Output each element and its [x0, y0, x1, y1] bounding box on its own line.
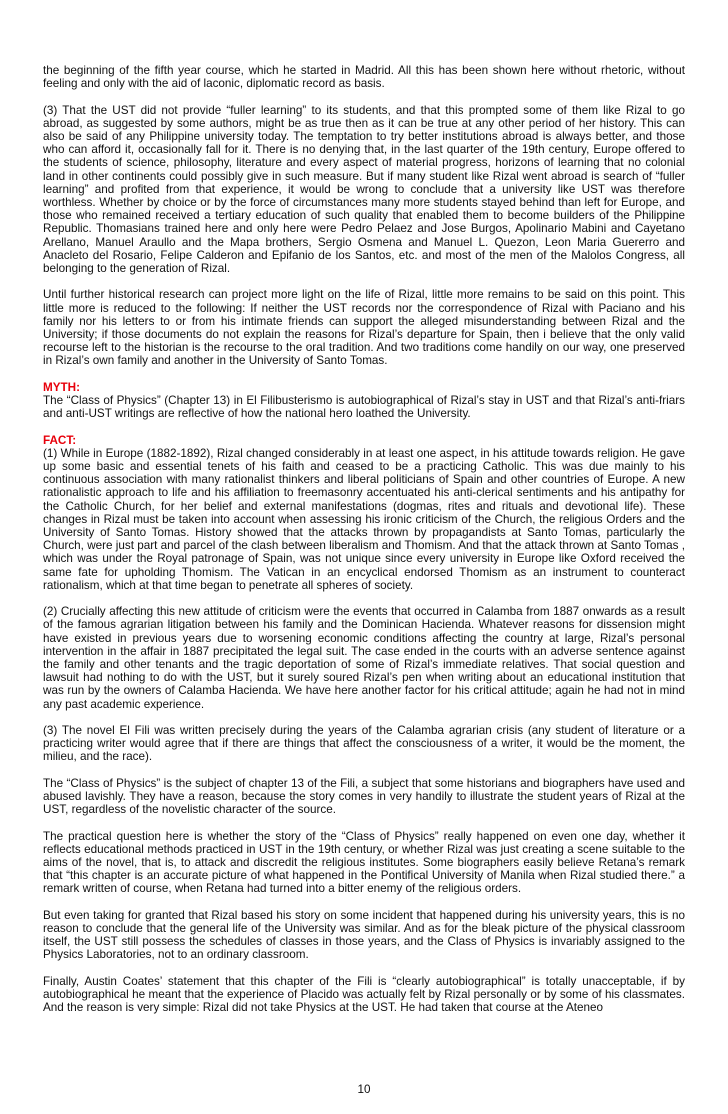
fact-paragraph-el-fili: (3) The novel El Fili was written precisely during the years of the Calamba agrarian crisis (any student of literature or a practicing writer would agree that if there are things that affect the consciousness of a writer, it would be the moment, the milieu, and the race). [43, 724, 685, 764]
fact-label: FACT: [43, 433, 77, 447]
fact-paragraph-calamba: (2) Crucially affecting this new attitude of criticism were the events that occurred in Calamba from 1887 onwards as a result of the famous agrarian litigation between his family and the Dominican Hacienda. Whatever reasons for dissension might have existed in previous years due to worsening economic conditions affecting the country at large, Rizal’s personal intervention in the affair in 1887 precipitated the legal suit. The case ended in the courts with an adverse sentence against the family and other tenants and the tragic deportation of some of Rizal’s immediate relatives. That social question and lawsuit had nothing to do with the UST, but it surely soured Rizal’s pen when writing about an educational institution that was run by the owners of Calamba Hacienda. We have here another factor for his critical attitude; again he had not in mind any past academic experience. [43, 605, 685, 711]
fact-paragraph-practical-question: The practical question here is whether the story of the “Class of Physics” really happened on even one day, whether it reflects educational methods practiced in UST in the 19th century, or whether Rizal was just creating a scene suitable to the aims of the novel, that is, to attack and discredit the religious institutes. Some biographers easily believe Retana’s remark that “this chapter is an accurate picture of what happened in the Pontifical University of Manila when Rizal studied there.” a remark written of course, when Retana had turned into a bitter enemy of the religious orders. [43, 829, 685, 896]
page-number: 10 [357, 1083, 371, 1096]
fact-paragraph-bleak-picture: But even taking for granted that Rizal based his story on some incident that happened during his university years, this is no reason to conclude that the general life of the University was similar. And as for the bleak picture of the physical classroom itself, the UST still possess the schedules of classes in those years, and the Class of Physics is invariably assigned to the Physics Laboratories, not to an ordinary classroom. [43, 908, 685, 962]
fact-paragraph-class-of-physics: The “Class of Physics” is the subject of chapter 13 of the Fili, a subject that some historians and biographers have used and abused lavishly. They have a reason, because the story comes in very handily to illustrate the student years of Rizal at the UST, regardless of the novelistic character of the source. [43, 776, 685, 817]
fact-heading [43, 434, 685, 447]
paragraph-oral-tradition: Until further historical research can project more light on the life of Rizal, little more remains to be said on this point. This little more is reduced to the following: If neither the UST records nor the correspondence of Rizal with Paciano and his family nor his letters to or from his intimate friends can support the alleged misunderstanding between Rizal and the University; if those documents do not explain the reasons for Rizal’s departure for Spain, then i believe that the only valid recourse left to the historian is the recourse to the oral tradition. And two traditions come handily on our way, one preserved in Rizal’s own family and another in the University of Santo Tomas. [43, 288, 685, 368]
myth-text: The “Class of Physics” (Chapter 13) in El Filibusterismo is autobiographical of Rizal’s stay in UST and that Rizal’s anti-friars and anti-UST writings are reflective of how the national hero loathed the University. [43, 394, 685, 421]
fact-paragraph-religion: (1) While in Europe (1882-1892), Rizal changed considerably in at least one aspect, in his attitude towards religion. He gave up some basic and essential tenets of his faith and ceased to be a practicing Catholic. This was due mainly to his continuous association with many rationalist thinkers and liberal politicians of Spain and other countries of Europe. A new rationalistic approach to life and his affiliation to freemasonry accentuated his anti-clerical sentiments and his antipathy for the Catholic Church, for her belief and external manifestations (dogmas, rites and rituals and devotional life). These changes in Rizal must be taken into account when assessing his ironic criticism of the Church, the religious Orders and the University of Santo Tomas. History showed that the attacks thrown by propagandists at Santo Tomas, particularly the Church, were just part and parcel of the clash between liberalism and Thomism. And that the attack thrown at Santo Tomas , which was under the Royal patronage of Spain, was not unique since every university in Europe like Oxford received the same fate for upholding Thomism. The Vatican in an encyclical endorsed Thomism as an instrument to counteract rationalism, which at that time began to penetrate all spheres of society. [43, 446, 685, 592]
fact-paragraph-austin-coates: Finally, Austin Coates’ statement that this chapter of the Fili is “clearly autobiographical” is totally unacceptable, if by autobiographical he meant that the experience of Placido was actually felt by Rizal personally or by some of his classmates. And the reason is very simple: Rizal did not take Physics at the UST. He had taken that course at the Ateneo [43, 974, 685, 1015]
paragraph-fuller-learning: (3) That the UST did not provide “fuller learning” to its students, and that this prompted some of them like Rizal to go abroad, as suggested by some authors, might be as true then as it can be true at any other period of her history. This can also be said of any Philippine university today. The temptation to try better institutions abroad is always better, and those who can afford it, occasionally fall for it. There is no denying that, in the last quarter of the 19th century, Europe offered to the students of science, philosophy, literature and every aspect of material progress, horizons of learning that no colonial land in other continents could possibly give in such measure. But if many student like Rizal went abroad is search of “fuller learning” and profited from that experience, it would be wrong to conclude that a university like UST was therefore worthless. Whether by choice or by the force of circumstances many more students stayed behind than left for Europe, and those who remained received a tertiary education of such quality that enabled them to become builders of the Philippine Republic. Thomasians trained here and only here were Pedro Pelaez and Jose Burgos, Apolinario Mabini and Cayetano Arellano, Manuel Araullo and the Mapa brothers, Sergio Osmena and Manuel L. Quezon, Leon Maria Guererro and Anacleto del Rosario, Felipe Calderon and Epifanio de los Santos, etc. and most of the men of the Malolos Congress, all belonging to the generation of Rizal. [43, 103, 685, 276]
myth-heading [43, 381, 685, 394]
myth-label: MYTH: [43, 380, 81, 394]
document-page [43, 64, 685, 1028]
paragraph-fifth-year: the beginning of the fifth year course, which he started in Madrid. All this has been shown here without rhetoric, without feeling and only with the aid of laconic, diplomatic record as basis. [43, 64, 685, 91]
